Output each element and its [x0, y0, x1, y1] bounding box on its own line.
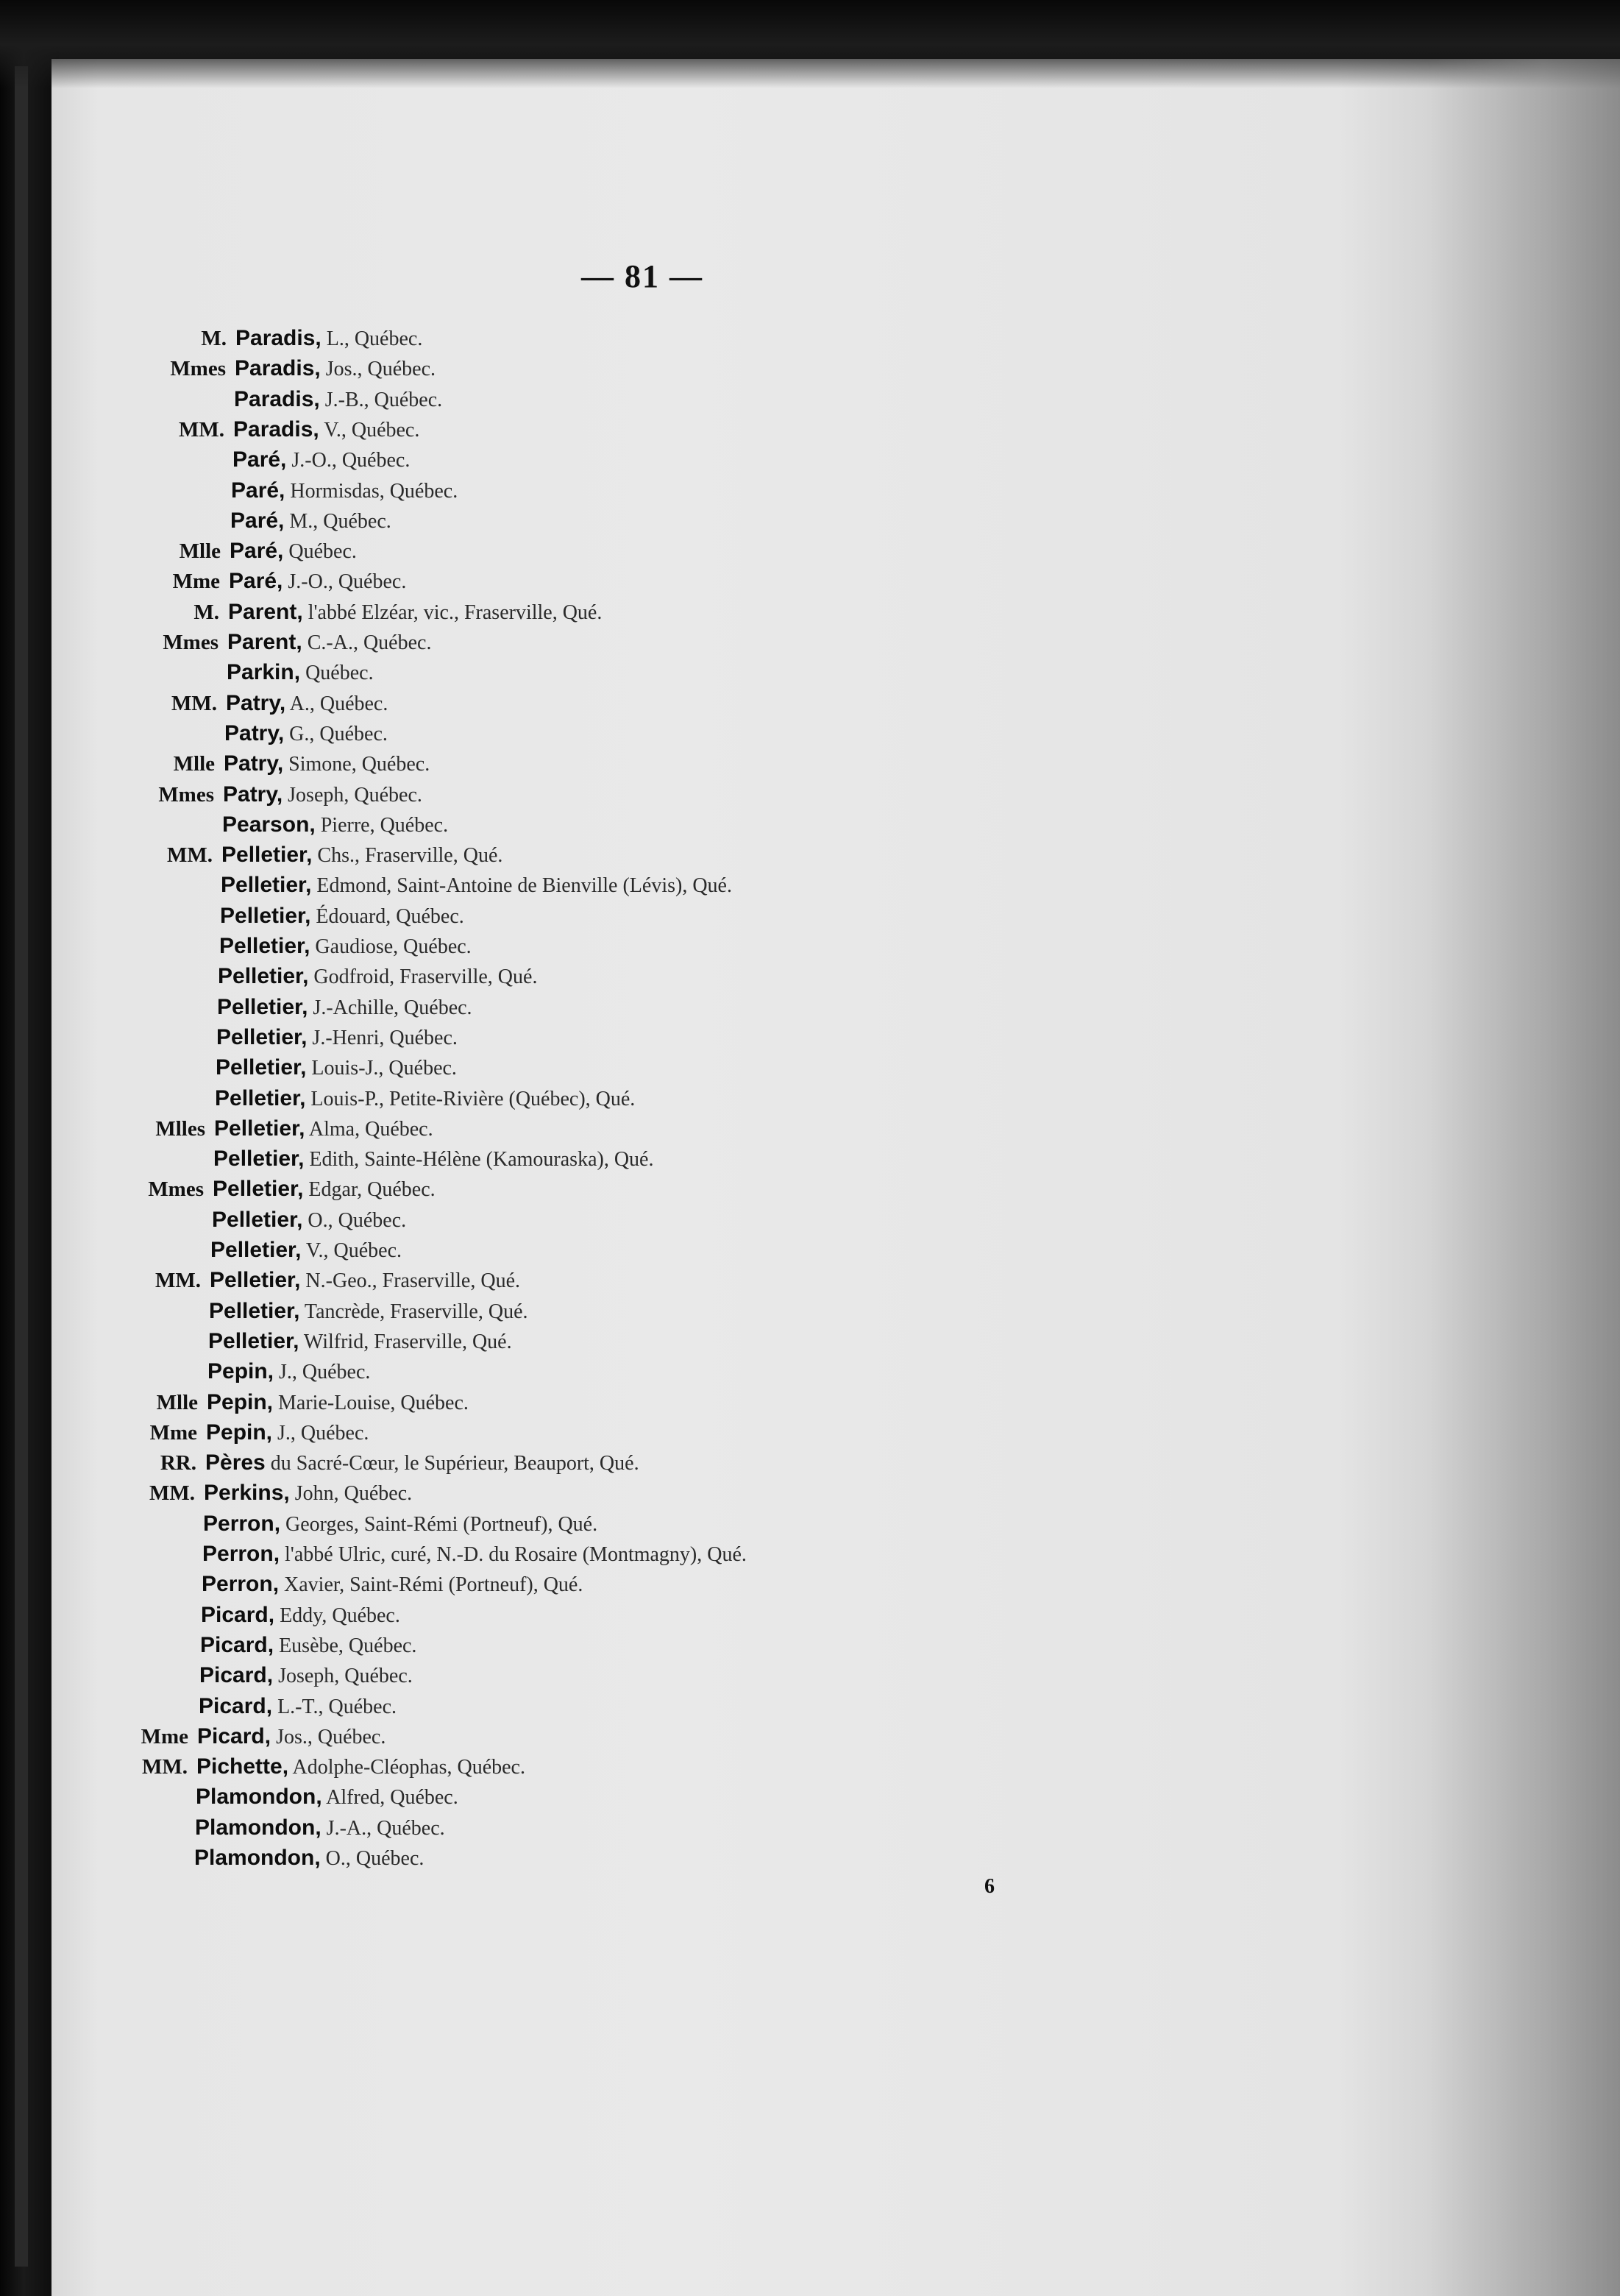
list-item	[224, 749, 430, 779]
list-item	[223, 780, 422, 810]
entry-surname: Pearson,	[222, 812, 316, 837]
entry-surname: Paré,	[229, 569, 283, 593]
entry-details: Louis-J., Québec.	[311, 1057, 457, 1080]
list-item	[207, 1357, 370, 1387]
list-item	[205, 1448, 639, 1478]
list-item	[222, 810, 448, 840]
list-item	[227, 658, 374, 688]
entry-details: Joseph, Québec.	[278, 1665, 413, 1687]
entry-surname: Patry,	[224, 721, 285, 745]
entry-surname: Perron,	[203, 1512, 281, 1536]
entry-details: Wilfrid, Fraserville, Qué.	[303, 1331, 512, 1353]
entry-details: Alma, Québec.	[308, 1118, 433, 1141]
list-item	[212, 1205, 406, 1236]
list-item	[208, 1327, 512, 1357]
list-item	[214, 1114, 433, 1144]
entry-surname: Picard,	[201, 1603, 275, 1627]
entry-surname: Pepin,	[206, 1420, 273, 1445]
list-item	[230, 536, 357, 567]
entry-surname: Pelletier,	[210, 1238, 302, 1262]
entry-surname: Picard,	[200, 1633, 274, 1657]
list-item	[202, 1539, 747, 1570]
entry-details: Eusèbe, Québec.	[279, 1634, 417, 1657]
list-item	[217, 993, 472, 1023]
entry-details: J., Québec.	[279, 1361, 371, 1383]
entry-details: Marie-Louise, Québec.	[278, 1392, 469, 1414]
list-item	[219, 932, 472, 962]
entry-details: J.-B., Québec.	[324, 389, 443, 411]
entry-surname: Paré,	[232, 447, 287, 472]
entry-surname: Pelletier,	[213, 1147, 305, 1171]
entry-details: N.-Geo., Fraserville, Qué.	[305, 1269, 521, 1292]
list-item	[230, 506, 391, 536]
entry-surname: Paré,	[230, 539, 284, 563]
list-item	[199, 1661, 413, 1691]
entry-details: Jos., Québec.	[325, 358, 436, 380]
entry-prefix: MM.	[155, 1269, 201, 1292]
entry-details: Tancrède, Fraserville, Qué.	[304, 1300, 528, 1323]
entry-details: Louis-P., Petite-Rivière (Québec), Qué.	[310, 1088, 636, 1110]
list-item	[218, 962, 537, 992]
entry-details: Hormisdas, Québec.	[290, 480, 458, 503]
entry-details: Edith, Sainte-Hélène (Kamouraska), Qué.	[309, 1148, 654, 1171]
entry-prefix: Mlle	[156, 1391, 198, 1414]
entry-details: l'abbé Ulric, curé, N.-D. du Rosaire (Montmagny), Qué.	[285, 1543, 747, 1566]
list-item	[199, 1692, 397, 1722]
entry-prefix: MM.	[179, 418, 224, 442]
page-number: — 81 —	[581, 258, 703, 294]
list-item	[234, 385, 442, 415]
entry-surname: Paradis,	[235, 356, 321, 380]
entry-details: Chs., Fraserville, Qué.	[317, 844, 503, 867]
list-item	[209, 1297, 528, 1327]
entry-details: J.-O., Québec.	[291, 449, 411, 472]
entry-surname: Plamondon,	[196, 1785, 322, 1809]
entry-surname: Plamondon,	[195, 1815, 321, 1840]
entry-prefix: Mme	[141, 1725, 188, 1748]
list-item	[229, 567, 406, 597]
entry-details: Québec.	[305, 662, 374, 684]
list-item	[216, 1023, 458, 1053]
entry-details: du Sacré-Cœur, le Supérieur, Beauport, Qué.	[270, 1452, 639, 1475]
list-item	[213, 1174, 436, 1205]
entry-details: Godfroid, Fraserville, Qué.	[313, 965, 538, 988]
list-item	[224, 719, 388, 749]
entry-surname: Perron,	[202, 1572, 280, 1596]
list-item	[220, 901, 464, 932]
entry-surname: Patry,	[224, 751, 284, 776]
entry-prefix: MM.	[167, 843, 213, 867]
entry-surname: Paradis,	[233, 417, 319, 442]
entry-surname: Pelletier,	[210, 1268, 301, 1292]
list-item	[196, 1782, 458, 1813]
entry-details: Joseph, Québec.	[288, 784, 422, 807]
entry-details: A., Québec.	[289, 692, 388, 715]
entry-details: Edgar, Québec.	[308, 1178, 436, 1201]
entry-surname: Pelletier,	[212, 1208, 303, 1232]
entry-prefix: Mme	[172, 570, 220, 593]
list-item	[201, 1601, 400, 1631]
entry-details: J.-O., Québec.	[288, 570, 407, 593]
entry-details: Adolphe-Cléophas, Québec.	[292, 1756, 525, 1779]
entry-details: Pierre, Québec.	[320, 814, 449, 837]
entry-surname: Picard,	[199, 1694, 273, 1718]
list-item	[226, 689, 388, 719]
entry-surname: Paré,	[231, 478, 285, 503]
entry-prefix: M.	[193, 600, 219, 624]
entry-surname: Pelletier,	[208, 1329, 299, 1353]
entry-surname: Pelletier,	[221, 843, 313, 867]
entry-surname: Perkins,	[204, 1481, 290, 1505]
entry-details: J.-Achille, Québec.	[313, 996, 472, 1019]
list-item	[195, 1813, 445, 1843]
scan-border-top	[0, 0, 1620, 88]
entry-surname: Paradis,	[234, 387, 320, 411]
entry-details: Xavier, Saint-Rémi (Portneuf), Qué.	[284, 1573, 583, 1596]
entry-details: V., Québec.	[324, 419, 420, 442]
list-item	[227, 628, 431, 658]
list-item	[235, 324, 422, 354]
entry-surname: Pelletier,	[220, 904, 311, 928]
list-item	[232, 445, 410, 475]
entry-surname: Paré,	[230, 509, 285, 533]
entry-prefix: RR.	[160, 1451, 196, 1475]
list-item	[215, 1084, 635, 1114]
entry-details: O., Québec.	[325, 1847, 424, 1870]
entry-prefix: Mlle	[173, 752, 215, 776]
list-item	[221, 871, 732, 901]
entry-surname: Parkin,	[227, 660, 301, 684]
entry-details: J., Québec.	[277, 1422, 369, 1445]
entry-surname: Pepin,	[207, 1359, 274, 1383]
entry-details: Québec.	[288, 540, 357, 563]
page-edge-shadow	[1429, 59, 1620, 2296]
entry-surname: Picard,	[197, 1724, 271, 1748]
entry-prefix: Mlles	[155, 1117, 205, 1141]
entry-surname: Perron,	[202, 1542, 280, 1566]
entry-details: Eddy, Québec.	[280, 1604, 400, 1627]
entry-details: O., Québec.	[308, 1209, 407, 1232]
entry-details: Simone, Québec.	[288, 753, 430, 776]
list-item	[203, 1509, 597, 1539]
scan-border-left	[0, 0, 59, 2296]
list-item	[196, 1752, 525, 1782]
entry-surname: Patry,	[226, 691, 286, 715]
list-item	[228, 598, 602, 628]
entry-surname: Paradis,	[235, 326, 321, 350]
entry-details: John, Québec.	[294, 1482, 413, 1505]
entry-prefix: Mme	[149, 1421, 197, 1445]
entry-details: J.-Henri, Québec.	[312, 1027, 458, 1049]
list-item	[216, 1053, 457, 1083]
entry-details: Edmond, Saint-Antoine de Bienville (Lévis), Qué.	[316, 874, 732, 897]
entry-surname: Pelletier,	[218, 964, 309, 988]
entry-prefix: MM.	[149, 1481, 195, 1505]
list-item	[206, 1418, 369, 1448]
list-item	[210, 1266, 520, 1296]
entry-surname: Pelletier,	[216, 1025, 308, 1049]
list-item	[213, 1144, 653, 1174]
entry-surname: Pelletier,	[219, 934, 310, 958]
entry-surname: Pelletier,	[209, 1299, 300, 1323]
entry-prefix: Mmes	[163, 631, 219, 654]
entry-details: M., Québec.	[289, 510, 391, 533]
list-item	[197, 1722, 386, 1752]
entry-surname: Patry,	[223, 782, 283, 807]
entry-prefix: Mmes	[158, 783, 214, 807]
entry-details: G., Québec.	[289, 723, 388, 745]
entry-prefix: Mmes	[170, 357, 226, 380]
book-spine	[15, 66, 28, 2267]
list-item	[221, 840, 502, 871]
list-item	[233, 415, 419, 445]
list-item	[204, 1478, 412, 1509]
list-item	[235, 354, 436, 384]
list-item	[200, 1631, 416, 1661]
entry-prefix: Mmes	[148, 1177, 204, 1201]
entry-prefix: M.	[201, 327, 227, 350]
list-item	[210, 1236, 402, 1266]
entry-surname: Pelletier,	[214, 1116, 305, 1141]
list-item	[207, 1388, 469, 1418]
entry-details: Édouard, Québec.	[316, 905, 464, 928]
entry-surname: Picard,	[199, 1663, 274, 1687]
entry-details: Jos., Québec.	[276, 1726, 386, 1748]
entry-surname: Pichette,	[196, 1754, 289, 1779]
entry-details: C.-A., Québec.	[307, 631, 432, 654]
entry-surname: Pères	[205, 1450, 266, 1475]
entry-prefix: Mlle	[179, 539, 221, 563]
entry-details: Gaudiose, Québec.	[315, 935, 472, 958]
entry-details: l'abbé Elzéar, vic., Fraserville, Qué.	[308, 601, 603, 624]
entry-details: J.-A., Québec.	[326, 1817, 445, 1840]
entry-surname: Parent,	[227, 630, 302, 654]
entry-details: L., Québec.	[326, 327, 423, 350]
entry-surname: Pelletier,	[215, 1086, 306, 1110]
entry-details: Alfred, Québec.	[326, 1786, 458, 1809]
entry-details: L.-T., Québec.	[277, 1696, 397, 1718]
entry-surname: Plamondon,	[194, 1846, 321, 1870]
list-item	[231, 476, 458, 506]
signature-mark: 6	[984, 1875, 995, 1898]
entry-surname: Pelletier,	[213, 1177, 304, 1201]
entry-surname: Pelletier,	[221, 873, 312, 897]
entry-details: Georges, Saint-Rémi (Portneuf), Qué.	[285, 1513, 598, 1536]
entry-prefix: MM.	[142, 1755, 188, 1779]
list-item	[202, 1570, 583, 1600]
entry-surname: Pepin,	[207, 1390, 274, 1414]
list-item	[194, 1843, 424, 1874]
entry-details: V., Québec.	[305, 1239, 402, 1262]
entry-prefix: MM.	[171, 692, 217, 715]
entry-surname: Pelletier,	[216, 1055, 307, 1080]
entry-surname: Parent,	[228, 600, 303, 624]
entry-surname: Pelletier,	[217, 995, 308, 1019]
